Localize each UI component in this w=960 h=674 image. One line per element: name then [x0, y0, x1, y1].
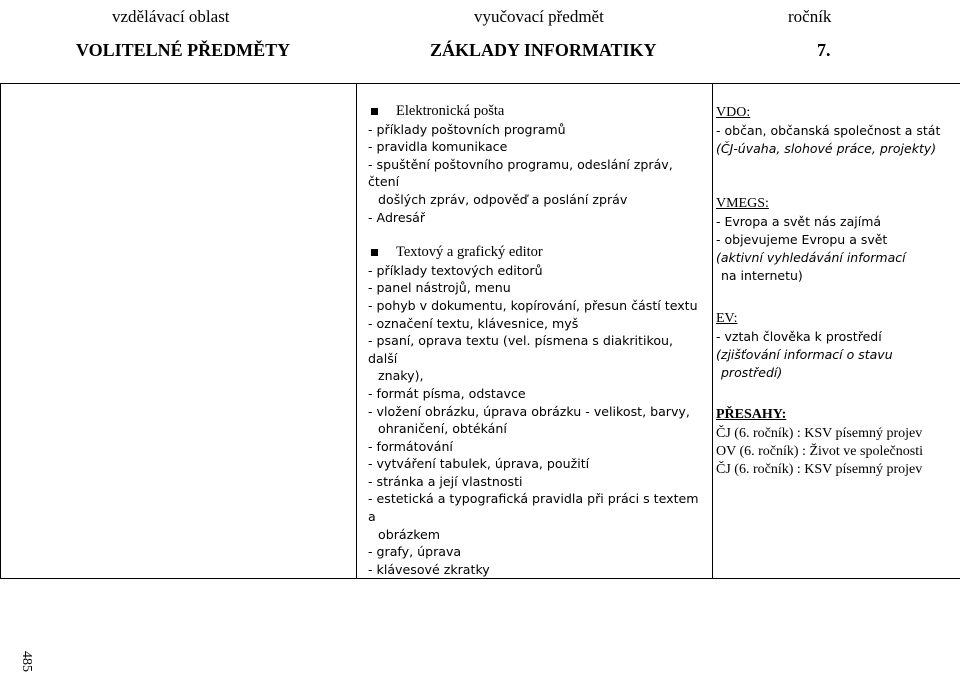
presahy-line: ČJ (6. ročník) : KSV písemný projev [716, 425, 923, 441]
list-item: - formát písma, odstavce [368, 385, 526, 401]
list-item: - psaní, oprava textu (vel. písmena s diakritikou, další [368, 333, 674, 366]
curriculum-table [0, 83, 960, 579]
vdo-line: - občan, občanská společnost a stát [716, 123, 941, 139]
area-label: vzdělávací oblast [112, 7, 230, 26]
list-item: - pravidla komunikace [368, 139, 508, 155]
presahy-line: ČJ (6. ročník) : KSV písemný projev [716, 462, 923, 478]
list-item: - Adresář [368, 209, 426, 225]
list-item: - příklady poštovních programů [368, 121, 566, 137]
subject-value: ZÁKLADY INFORMATIKY [430, 40, 657, 60]
section-email-title: Elektronická pošta [396, 103, 505, 119]
vdo-line: (ČJ-úvaha, slohové práce, projekty) [716, 141, 937, 157]
grade-value: 7. [817, 40, 831, 60]
list-item: - označení textu, klávesnice, myš [368, 315, 579, 331]
ev-line: prostředí) [721, 365, 783, 381]
list-item: - formátování [368, 438, 453, 454]
vdo-title: VDO: [716, 105, 751, 120]
vmegs-title: VMEGS: [716, 195, 769, 211]
list-item: ohraničení, obtékání [378, 421, 507, 437]
list-item: došlých zpráv, odpověď a poslání zpráv [378, 191, 628, 207]
section-editor-title: Textový a grafický editor [396, 244, 543, 261]
ev-line: (zjišťování informací o stavu [716, 347, 893, 363]
content-cell [357, 84, 713, 579]
vmegs-line: - Evropa a svět nás zajímá [716, 213, 882, 229]
list-item: - estetická a typografická pravidla při práci s textem a [368, 491, 699, 525]
area-value: VOLITELNÉ PŘEDMĚTY [76, 40, 291, 60]
section-editor [368, 243, 704, 262]
page-number: 485 [19, 651, 34, 672]
curriculum-header [0, 0, 960, 62]
vmegs-line: - objevujeme Evropu a svět [716, 232, 888, 248]
presahy-title: PŘESAHY: [716, 407, 787, 423]
subject-label: vyučovací předmět [474, 7, 604, 26]
list-item: - panel nástrojů, menu [368, 280, 511, 296]
list-item: - vložení obrázku, úprava obrázku - velikost, barvy, [368, 403, 690, 419]
ev-line: - vztah člověka k prostředí [716, 328, 882, 344]
grade-label: ročník [788, 7, 832, 26]
vmegs-line: na internetu) [721, 268, 803, 284]
list-item: - vytváření tabulek, úprava, použití [368, 456, 590, 472]
list-item: - pohyb v dokumentu, kopírování, přesun částí textu [368, 297, 698, 313]
outcomes-cell [1, 84, 357, 579]
crosscurricular-cell [713, 84, 960, 579]
list-item: - stránka a její vlastnosti [368, 473, 523, 489]
list-item: obrázkem [378, 526, 441, 542]
list-item: - spuštění poštovního programu, odeslání zpráv, čtení [368, 156, 673, 190]
ev-title: EV: [716, 310, 738, 326]
presahy-line: OV (6. ročník) : Život ve společnosti [716, 443, 923, 459]
list-item: - klávesové zkratky [368, 561, 490, 577]
section-email [368, 102, 704, 121]
list-item: znaky), [378, 368, 424, 384]
list-item: - grafy, úprava [368, 544, 462, 560]
vmegs-line: (aktivní vyhledávání informací [716, 250, 906, 266]
list-item: - příklady textových editorů [368, 262, 543, 278]
